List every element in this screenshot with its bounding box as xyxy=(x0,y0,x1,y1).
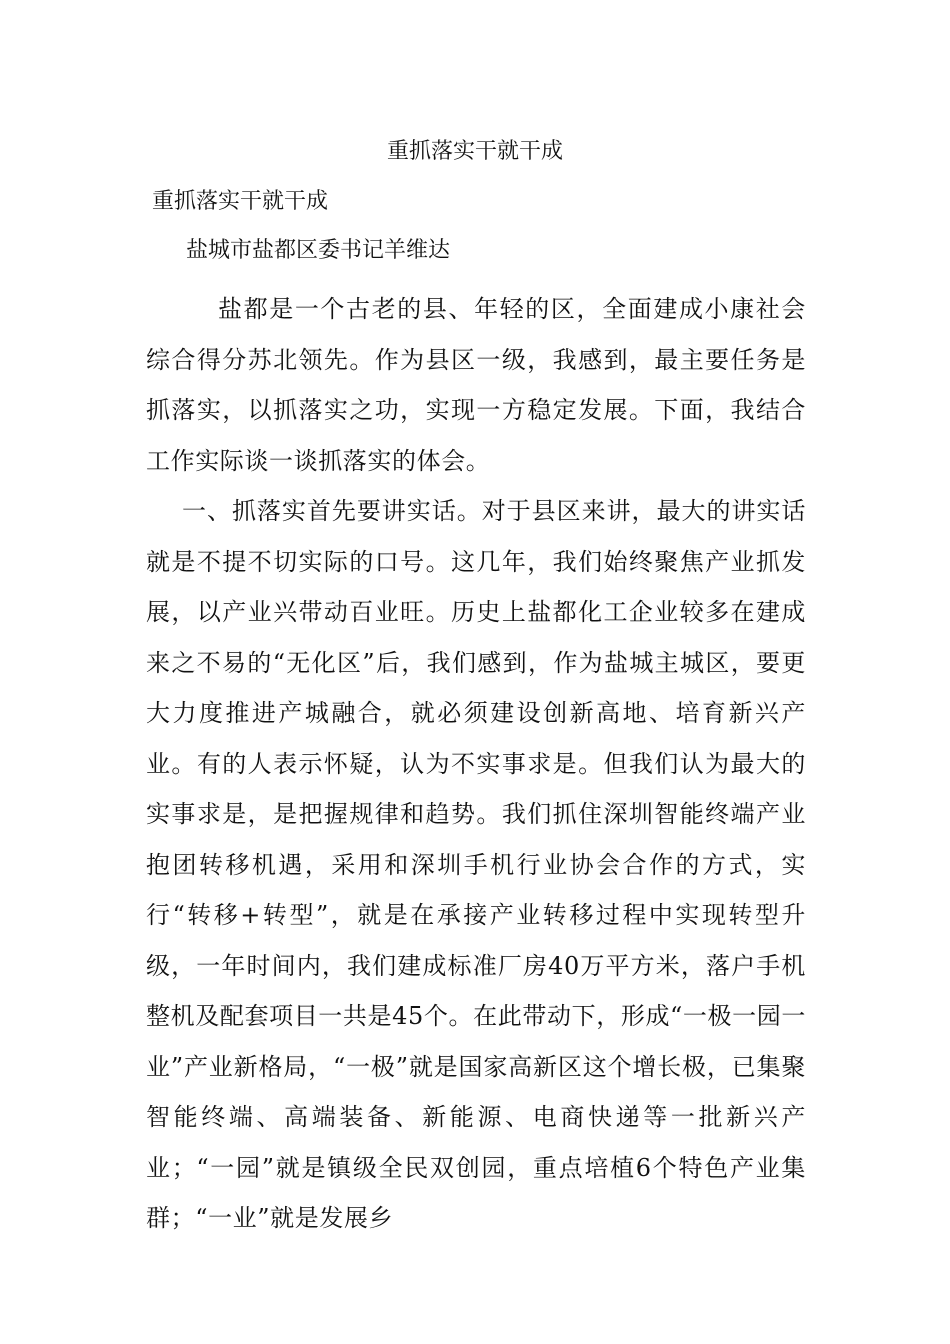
paragraph-section-one: 一、抓落实首先要讲实话。对于县区来讲，最大的讲实话就是不提不切实际的口号。这几年，我们始终聚焦产业抓发展，以产业兴带动百业旺。历史上盐都化工企业较多在建成来之不易的“无化区”后，我们感到，作为盐城主城区，要更大力度推进产城融合，就必须建设创新高地、培育新兴产业。有的人表示怀疑，认为不实事求是。但我们认为最大的实事求是，是把握规律和趋势。我们抓住深圳智能终端产业抱团转移机遇，采用和深圳手机行业协会合作的方式，实行“转移+转型”，就是在承接产业转移过程中实现转型升级，一年时间内，我们建成标准厂房40万平方米，落户手机整机及配套项目一共是45个。在此带动下，形成“一极一园一业”产业新格局，“一极”就是国家高新区这个增长极，已集聚智能终端、高端装备、新能源、电商快递等一批新兴产业；“一园”就是镇级全民双创园，重点培植6个特色产业集群；“一业”就是发展乡 xyxy=(146,497,806,1232)
document-subtitle: 重抓落实干就干成 xyxy=(152,189,329,214)
author-line: 盐城市盐都区委书记羊维达 xyxy=(186,238,451,263)
paragraph-intro: 盐都是一个古老的县、年轻的区，全面建成小康社会综合得分苏北领先。作为县区一级，我感到，最主要任务是抓落实，以抓落实之功，实现一方稳定发展。下面，我结合工作实际谈一谈抓落实的体会。 xyxy=(146,295,806,475)
document-title: 重抓落实干就干成 xyxy=(386,139,563,164)
body-text xyxy=(146,284,806,1244)
